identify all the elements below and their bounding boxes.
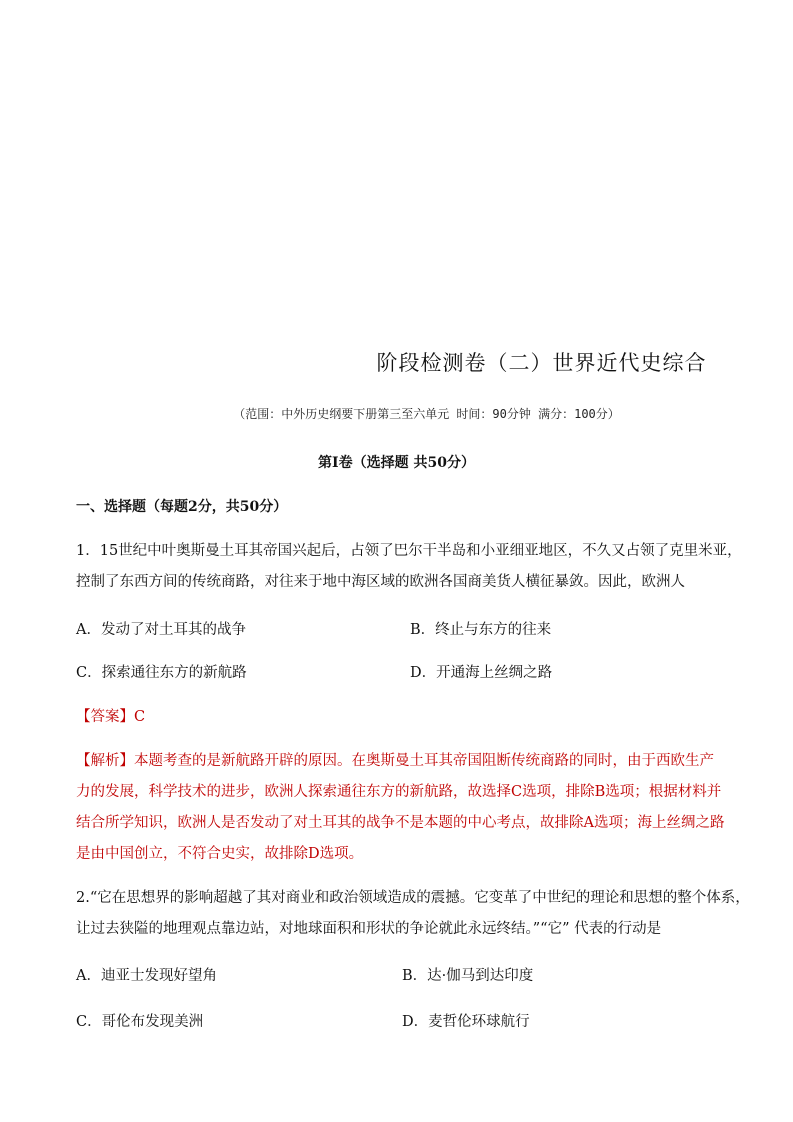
- question-2-option-c: C．哥伦布发现美洲: [76, 1014, 204, 1030]
- exam-scope: （范围：中外历史纲要下册第三至六单元 时间：90分钟 满分：100分）: [233, 407, 620, 421]
- section-heading: 一、选择题（每题2分，共50分）: [76, 499, 288, 515]
- question-1-option-c: C．探索通往东方的新航路: [76, 665, 247, 681]
- question-1-option-d: D．开通海上丝绸之路: [410, 665, 553, 681]
- volume-heading: 第Ⅰ卷（选择题 共50分）: [318, 455, 475, 471]
- question-1-option-a: A．发动了对土耳其的战争: [76, 622, 246, 638]
- question-2-option-b: B．达·伽马到达印度: [402, 968, 534, 984]
- question-2-option-a: A．迪亚士发现好望角: [76, 968, 217, 984]
- document-title: 阶段检测卷（二）世界近代史综合: [376, 351, 707, 375]
- answer: [76, 705, 145, 726]
- question-1-line-1: 1．15世纪中叶奥斯曼土耳其帝国兴起后，占领了巴尔干半岛和小亚细亚地区，不久又占领了克里米亚，: [76, 543, 742, 559]
- question-2-line-2: 让过去狭隘的地理观点靠边站，对地球面积和形状的争论就此永远终结。”“它” 代表的行动是: [76, 921, 662, 937]
- analysis: [76, 746, 726, 870]
- question-1-line-2: 控制了东西方间的传统商路，对往来于地中海区域的欧洲各国商美货人横征暴敛。因此，欧洲人: [76, 574, 685, 590]
- analysis-text: 本题考查的是新航路开辟的原因。在奥斯曼土耳其帝国阻断传统商路的同时，由于西欧生产力的发展，科学技术的进步，欧洲人探索通往东方的新航路，故选择C选项，排除B选项；根据材料并结合所学知识，欧洲人是否发动了对土耳其的战争不是本题的中心考点，故排除A选项；海上丝绸之路是由中国创立，不符合史实，故排除D选项。: [76, 753, 725, 862]
- answer-label: 【答案】: [76, 709, 134, 725]
- answer-value: C: [134, 709, 146, 725]
- question-1-option-b: B．终止与东方的往来: [410, 622, 552, 638]
- question-2-line-1: 2.“它在思想界的影响超越了其对商业和政治领域造成的震撼。它变革了中世纪的理论和思想的整个体系，: [76, 890, 750, 906]
- analysis-label: 【解析】: [76, 753, 134, 769]
- question-2-option-d: D．麦哲伦环球航行: [402, 1014, 530, 1030]
